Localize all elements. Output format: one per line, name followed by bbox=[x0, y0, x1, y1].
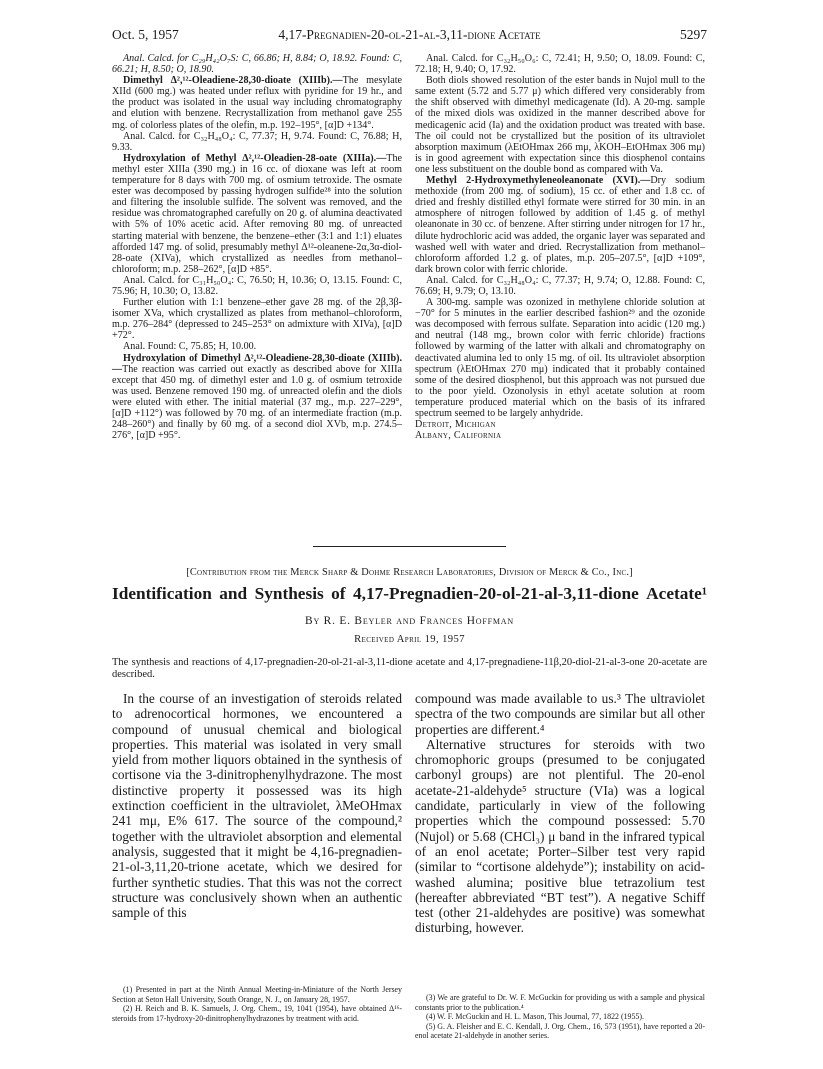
paragraph-text: Further elution with 1:1 benzene–ether gave 28 mg. of the 2β,3β-isomer XVa, which crystallized as plates from methanol–chloroform, m.p. 276–284° (depressed to 245–253° on admixture with XIVa), [α]D +72°. bbox=[112, 297, 402, 342]
affiliation-city-1 bbox=[415, 419, 705, 430]
paragraph-text: Dry sodium methoxide (from 200 mg. of sodium), 15 cc. of ether and 1.8 cc. of dried and freshly distilled ethyl formate were stirred for 30 min. in an atmosphere of nitrogen followed by addition of 1.45 g. of methyl oleanonate in 30 cc. of benzene. After stirring under nitrogen for 17 hr., dilute hydrochloric acid was added, the organic layer was separated and washed well with water and dried. Recrystallization from methanol–chloroform afforded 1.2 g. of plates, m.p. 205–207.5°, [α]D +109°, dark brown color with ferric chloride. bbox=[415, 175, 705, 275]
paragraph-text: Anal. Calcd. for C₂₉H₄₂O₇S: C, 66.86; H, 8.84; O, 18.92. Found: C, 66.21; H, 8.50; O, 18.90. bbox=[112, 53, 402, 76]
paragraph-text: The reaction was carried out exactly as described above for XIIIa except that 450 mg. of dimethyl ester and 1.0 g. of osmium tetroxide was used. Benzene removed 190 mg. of unreacted olefin and the diols were eluted with ether. The initial material (37 mg., m.p. 227–229°, [α]D +112°) was followed by 70 mg. of an intermediate fraction (m.p. 248–260°) and finally by 60 mg. of a second diol XVb, m.p. 274.5–276°, [α]D +95°. bbox=[112, 363, 402, 442]
contribution-line: [Contribution from the Merck Sharp & Dohme Research Laboratories, Division of Merck & Co., Inc.] bbox=[186, 567, 633, 578]
paragraph-lead: Methyl 2-Hydroxymethyleneoleanonate (XVI).— bbox=[426, 175, 651, 187]
received-date: Received April 19, 1957 bbox=[354, 634, 465, 645]
paragraph bbox=[112, 297, 402, 341]
section-divider bbox=[313, 546, 506, 547]
paragraph bbox=[112, 131, 402, 153]
title-word: of bbox=[331, 584, 346, 603]
paragraph-text: Anal. Calcd. for C₃₂H₅₀O₆: C, 72.41; H, 9.50; O, 18.09. Found: C, 72.18; H, 9.40; O, 17.92. bbox=[415, 53, 705, 76]
body-right-column bbox=[415, 691, 705, 936]
footnotes-right bbox=[415, 985, 705, 1041]
running-header bbox=[112, 27, 707, 47]
header-title: 4,17-Pregnadien-20-ol-21-al-3,11-dione Acetate bbox=[278, 27, 541, 42]
paragraph-text: Anal. Calcd. for C₃₁H₅₀O₄: C, 76.50; H, 10.36; O, 13.15. Found: C, 75.96; H, 10.30; O, 13.82. bbox=[112, 274, 402, 297]
footnote: (2) H. Reich and B. K. Samuels, J. Org. Chem., 19, 1041 (1954), have obtained Δ¹⁶-steroids from 17-hydroxy-20-dinitrophenylhydrazones by treatment with acid. bbox=[112, 1004, 402, 1023]
affiliation-text: Detroit, Michigan bbox=[415, 419, 496, 431]
body-left-column bbox=[112, 691, 402, 920]
paragraph-lead: Dimethyl Δ²,¹²-Oleadiene-28,30-dioate (XIIIb).— bbox=[123, 75, 343, 87]
title-word: and bbox=[219, 584, 248, 603]
paragraph bbox=[112, 341, 402, 352]
paragraph bbox=[415, 53, 705, 75]
paragraph-text: Anal. Found: C, 75.85; H, 10.00. bbox=[123, 341, 257, 353]
abstract: The synthesis and reactions of 4,17-pregnadien-20-ol-21-al-3,11-dione acetate and 4,17-pregnadiene-11β,20-diol-21-al-3-one 20-acetate are described. bbox=[112, 657, 707, 681]
left-column-experimental bbox=[112, 53, 402, 441]
paragraph bbox=[112, 153, 402, 275]
paragraph bbox=[415, 75, 705, 175]
paragraph-text: The methyl ester XIIIa (390 mg.) in 16 cc. of dioxane was left at room temperature for 8 days with 700 mg. of osmium tetroxide. The osmate ester was decomposed by passing hydrogen sulfide²⁸ into the solution and filtering the insoluble sulfide. The solvent was removed, and the residue was chromatographed carefully on 20 g. of alumina deactivated with 5% of 10% acetic acid. After removing 80 mg. of unreacted starting material with benzene, the benzene–ether (3:1 and 1:1) eluates afforded 147 mg. of solid, presumably methyl Δ¹²-oleanene-2α,3α-diol-28-oate (XIVa), which crystallized as needles from methanol–chloroform; m.p. 258–262°, [α]D +85°. bbox=[112, 152, 402, 275]
paragraph-text: Both diols showed resolution of the ester bands in Nujol mull to the same extent (5.72 and 5.77 μ) which differed very considerably from the shift observed with dimethyl medicagenate (Id). A 20-mg. sample of the mixed diols was oxidized in the manner described above for medicagenic acid (Ia) and the oxidation product was treated with base. The oil could not be crystallized but the position of its ultraviolet absorption maximum (λEtOHmax 266 mμ, λKOH–EtOHmax 306 mμ) is in good agreement with expectation since this diosphenol contains one less substituent on the double bond as compared with Va. bbox=[415, 75, 705, 175]
paragraph-lead: Hydroxylation of Methyl Δ²,¹²-Oleadien-28-oate (XIIIa).— bbox=[123, 152, 387, 164]
paragraph bbox=[415, 175, 705, 275]
paragraph-lead: Hydroxylation of Dimethyl Δ²,¹²-Oleadiene-28,30-dioate (XIIIb).— bbox=[112, 352, 402, 375]
page-number: 5297 bbox=[680, 27, 707, 42]
affiliation-text: Albany, California bbox=[415, 430, 502, 442]
title-word: Synthesis bbox=[254, 584, 324, 603]
paragraph bbox=[112, 275, 402, 297]
paragraph-text: Anal. Calcd. for C₃₂H₄₈O₄: C, 77.37; H, 9.74; O, 12.88. Found: C, 76.69; H, 9.79; O, 13.10. bbox=[415, 274, 705, 297]
affiliation-city-2 bbox=[415, 430, 705, 441]
title-word: Acetate¹ bbox=[646, 584, 707, 603]
title-word: 4,17-Pregnadien-20-ol-21-al-3,11-dione bbox=[352, 584, 639, 603]
right-column-experimental bbox=[415, 53, 705, 441]
byline: By R. E. Beyler and Frances Hoffman bbox=[305, 615, 514, 627]
footnotes-left bbox=[112, 985, 402, 1023]
paragraph-text: Anal. Calcd. for C₃₂H₄₈O₄: C, 77.37; H, 9.74. Found: C, 76.88; H, 9.33. bbox=[112, 130, 402, 153]
footnote: (1) Presented in part at the Ninth Annual Meeting-in-Miniature of the North Jersey Section at Seton Hall University, South Orange, N. J., on January 28, 1957. bbox=[112, 985, 402, 1004]
footnote: (4) W. F. McGuckin and H. L. Mason, This Journal, 77, 1822 (1955). bbox=[426, 1012, 644, 1022]
body-paragraph: In the course of an investigation of steroids related to adrenocortical hormones, we encountered a compound of unusual chemical and biological properties. This material was isolated in very small yield from mother liquors obtained in the synthesis of cortisone via the 3-dinitrophenylhydrazone. The most distinctive property it possessed was its high extinction coefficient in the ultraviolet, λMeOHmax 241 mμ, E% 617. The source of the compound,² together with the ultraviolet absorption and elemental analysis, suggested that it might be 4,16-pregnadien-21-ol-3,11,20-trione acetate, which we desired for further synthetic studies. That this was not the correct structure was conclusively shown when an authentic sample of this bbox=[112, 691, 402, 921]
body-paragraph: compound was made available to us.³ The ultraviolet spectra of the two compounds are similar but all other properties are different.⁴ bbox=[415, 691, 705, 737]
body-paragraph: Alternative structures for steroids with two chromophoric groups (presumed to be conjugated carbonyl groups) are not plentiful. The 20-enol acetate-21-aldehyde⁵ structure (VIa) was a logical candidate, particularly in view of the following properties which the compound possessed: 5.70 (Nujol) or 5.68 (CHCl₃) μ band in the infrared typical of an enol acetate; Porter–Silber test very rapid (similar to “cortisone aldehyde”); instability on acid-washed alumina; positive blue tetrazolium test (hereafter abbreviated “BT test”). A negative Schiff test (other 21-aldehydes are positive) was somewhat disturbing, however. bbox=[415, 736, 705, 936]
header-date: Oct. 5, 1957 bbox=[112, 27, 179, 42]
article-title bbox=[112, 584, 707, 604]
paragraph bbox=[112, 353, 402, 442]
paragraph bbox=[415, 275, 705, 297]
paragraph-text: A 300-mg. sample was ozonized in methylene chloride solution at −70° for 5 minutes in the earlier described fashion²⁹ and the ozonide was decomposed with ferrous sulfate. Separation into acidic (120 mg.) and neutral (148 mg., brown color with ferric chloride) fractions followed by warming of the latter with alkali and chromatography on deactivated alumina led to only 15 mg. of oil. Its ultraviolet absorption spectrum (λEtOHmax 270 mμ) indicated that it probably contained some of the desired diosphenol, but this approach was not pursued due to the poor yield. Ozonolysis in ethyl acetate solution at room temperature produced material which on the basis of its infrared spectrum seemed to be largely anhydride. bbox=[415, 297, 705, 419]
paragraph bbox=[112, 53, 402, 75]
footnote: (5) G. A. Fleisher and E. C. Kendall, J. Org. Chem., 16, 573 (1951), have reported a 20-enol acetate 21-aldehyde in another series. bbox=[415, 1021, 705, 1041]
title-word: Identification bbox=[112, 584, 212, 603]
paragraph bbox=[112, 75, 402, 130]
paragraph-text: The mesylate XIId (600 mg.) was heated under reflux with pyridine for 19 hr., and the product was isolated in the usual way including chromatography and elution with benzene. Recrystallization from methanol gave 255 mg. of colorless plates of the olefin, m.p. 192–195°, [α]D +134°. bbox=[112, 75, 403, 131]
paragraph bbox=[415, 297, 705, 419]
footnote: (3) We are grateful to Dr. W. F. McGuckin for providing us with a sample and physical constants prior to the publication.⁴ bbox=[415, 993, 705, 1012]
